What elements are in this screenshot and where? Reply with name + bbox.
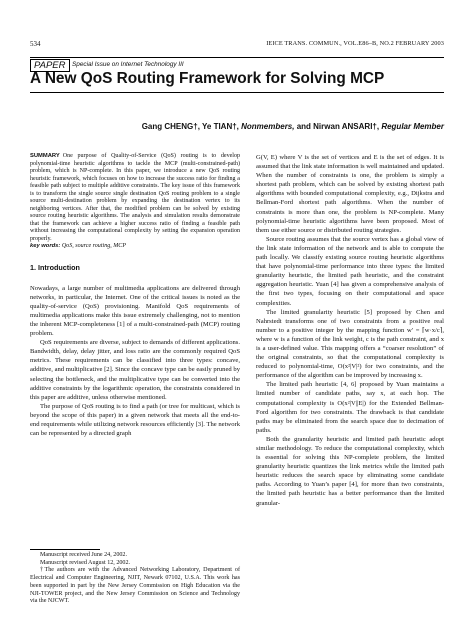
title-rule xyxy=(30,92,444,93)
left-column xyxy=(30,153,240,438)
special-issue-label: Special Issue on Internet Technology III xyxy=(72,61,184,68)
authors-line xyxy=(142,122,444,131)
keywords xyxy=(30,243,240,251)
intro-paragraph-3: The purpose of QoS routing is to find a path (or tree for multicast, which is beyond the scope of this paper) in a given network that meets all the end-to-end requirements while utilizing network resources efficiently [3]. The network can be represented by a directed graph xyxy=(30,402,240,438)
abstract xyxy=(30,153,240,243)
author-names: Gang CHENG†, Ye TIAN†, xyxy=(141,122,242,131)
running-header: IEICE TRANS. COMMUN., VOL.E86–B, NO.2 FEBRUARY 2003 xyxy=(266,40,444,47)
right-paragraph-4: The limited path heuristic [4, 6] proposed by Yuan maintains a limited number of candidate paths, say x, at each hop. The computational complexity is O(x²|V||E|) for the Extended Bellman-Ford algorithm for two constraints. The drawback is that candidate paths may be eliminated from the search space due to decimation of paths. xyxy=(256,381,444,434)
footnotes xyxy=(30,552,240,606)
paper-title: A New QoS Routing Framework for Solving MCP xyxy=(30,70,385,87)
nonmembers-label: Nonmembers, xyxy=(241,122,295,131)
regular-member-label: Regular Member xyxy=(381,122,444,131)
footnote-affiliation: †The authors are with the Advanced Networking Laboratory, Department of Electrical and Computer Engineering, NJIT, Newark 07102, U.S.A. This work has been supported in part by the New Jersey Commission on High Education via the NJI-TOWER project, and the New Jersey Commission on Science and Technology via the NJCWT. xyxy=(30,567,240,605)
page-number: 534 xyxy=(30,40,41,48)
right-paragraph-3: The limited granularity heuristic [5] proposed by Chen and Nahrstedt transforms one of two constraints from a positive real number to a positive integer by the mapping function w′ = ⌈w·x/c⌉, where w is a function of the link weight, c is the path constraint, and x is a user-defined value. This mapping offers a “coarser resolution” of the original constraints, so that the computational complexity is reduced to polynomial-time, O(x²|V|²) for two constraints, and the performance of the algorithm can be improved by increasing x. xyxy=(256,308,444,380)
intro-paragraph-1: Nowadays, a large number of multimedia applications are delivered through networks, in particular, the Internet. One of the critical issues is noted as the quality-of-service (QoS) provisioning. Manifold QoS requirements of multimedia applications make this issue extremely challenging, not to mention the inherent MCP-completeness [1] of a multi-constrained-path (MCP) routing problem. xyxy=(30,284,240,338)
author-names-last: and Nirwan ANSARI†, xyxy=(294,122,382,131)
footnote-received: Manuscript received June 24, 2002. xyxy=(40,552,127,558)
right-paragraph-1: G(V, E) where V is the set of vertices and E is the set of edges. It is assumed that the link state information is well maintained and updated. When the number of constraints is one, the problem is simply a shortest path problem, which can be solved by existing shortest path algorithms with bounded computational complexity, e.g., Dijkstra and Bellman-Ford shortest path algorithms. When the number of constraints is more than one, the problem is NP-complete. Many polynomial-time heuristic algorithms have been proposed. Most of them use either source or distributed routing strategies. xyxy=(256,154,444,234)
abstract-label: SUMMARY xyxy=(30,153,60,159)
section-heading-introduction: 1. Introduction xyxy=(30,262,80,272)
footnote-rule xyxy=(30,549,100,550)
keywords-label: key words: xyxy=(30,243,61,249)
paper-type-label: PAPER xyxy=(30,59,70,72)
abstract-text: One purpose of Quality-of-Service (QoS) routing is to develop polynomial-time heuristic algorithms to tackle the MCP (multi-constrained-path) problem, which is NP-complete. In this paper, we introduce a new QoS routing heuristic framework, which focuses on how to increase the success ratio for finding a feasible path subject to multiple additive constraints. The key issue of this framework is to transform the single source single destination QoS routing problem to a single source multi-destination problem by expanding the destination vertex to its neighboring vertices. After that, the modified problem can be solved by existing source routing heuristic algorithms. The analysis and simulation results demonstrate that the framework can achieve a higher success ratio of finding a feasible path without increasing the computational complexity by setting the expansion operation properly. xyxy=(30,153,240,242)
right-paragraph-2: Source routing assumes that the source vertex has a global view of the link state information of the network and is able to compute the path locally. We classify existing source routing heuristic algorithms that have polynomial-time performance into three types: the limited granularity heuristic, the limited path heuristic, and the constraint aggregation heuristic. Yuan [4] has given a comprehensive analysis of the first two types, focusing on their computational and space complexities. xyxy=(256,235,444,307)
right-paragraph-5: Both the granularity heuristic and limited path heuristic adopt similar methodology. To reduce the computational complexity, which is essential for solving this NP-complete problem, the limited granularity heuristic quantizes the link metrics while the limited path heuristic reduces the search space by eliminating some candidate paths. According to Yuan’s paper [4], for more than two constraints, the limited path heuristic has a better performance than the limited granular- xyxy=(256,435,444,507)
intro-paragraph-2: QoS requirements are diverse, subject to demands of different applications. Bandwidth, delay, delay jitter, and loss ratio are the commonly required QoS metrics. These requirements can be classified into three types: concave, additive, and multiplicative [2]. Since the concave type can be easily pruned by selecting the bottleneck, and the multiplicative type can be converted into the additive constraints by the logarithmic operation, the constraints considered in this paper are additive, unless otherwise mentioned. xyxy=(30,339,240,401)
header-rule xyxy=(30,57,444,58)
keywords-value: QoS, source routing, MCP xyxy=(61,243,127,249)
right-column xyxy=(256,153,444,508)
footnote-revised: Manuscript revised August 12, 2002. xyxy=(40,559,131,566)
